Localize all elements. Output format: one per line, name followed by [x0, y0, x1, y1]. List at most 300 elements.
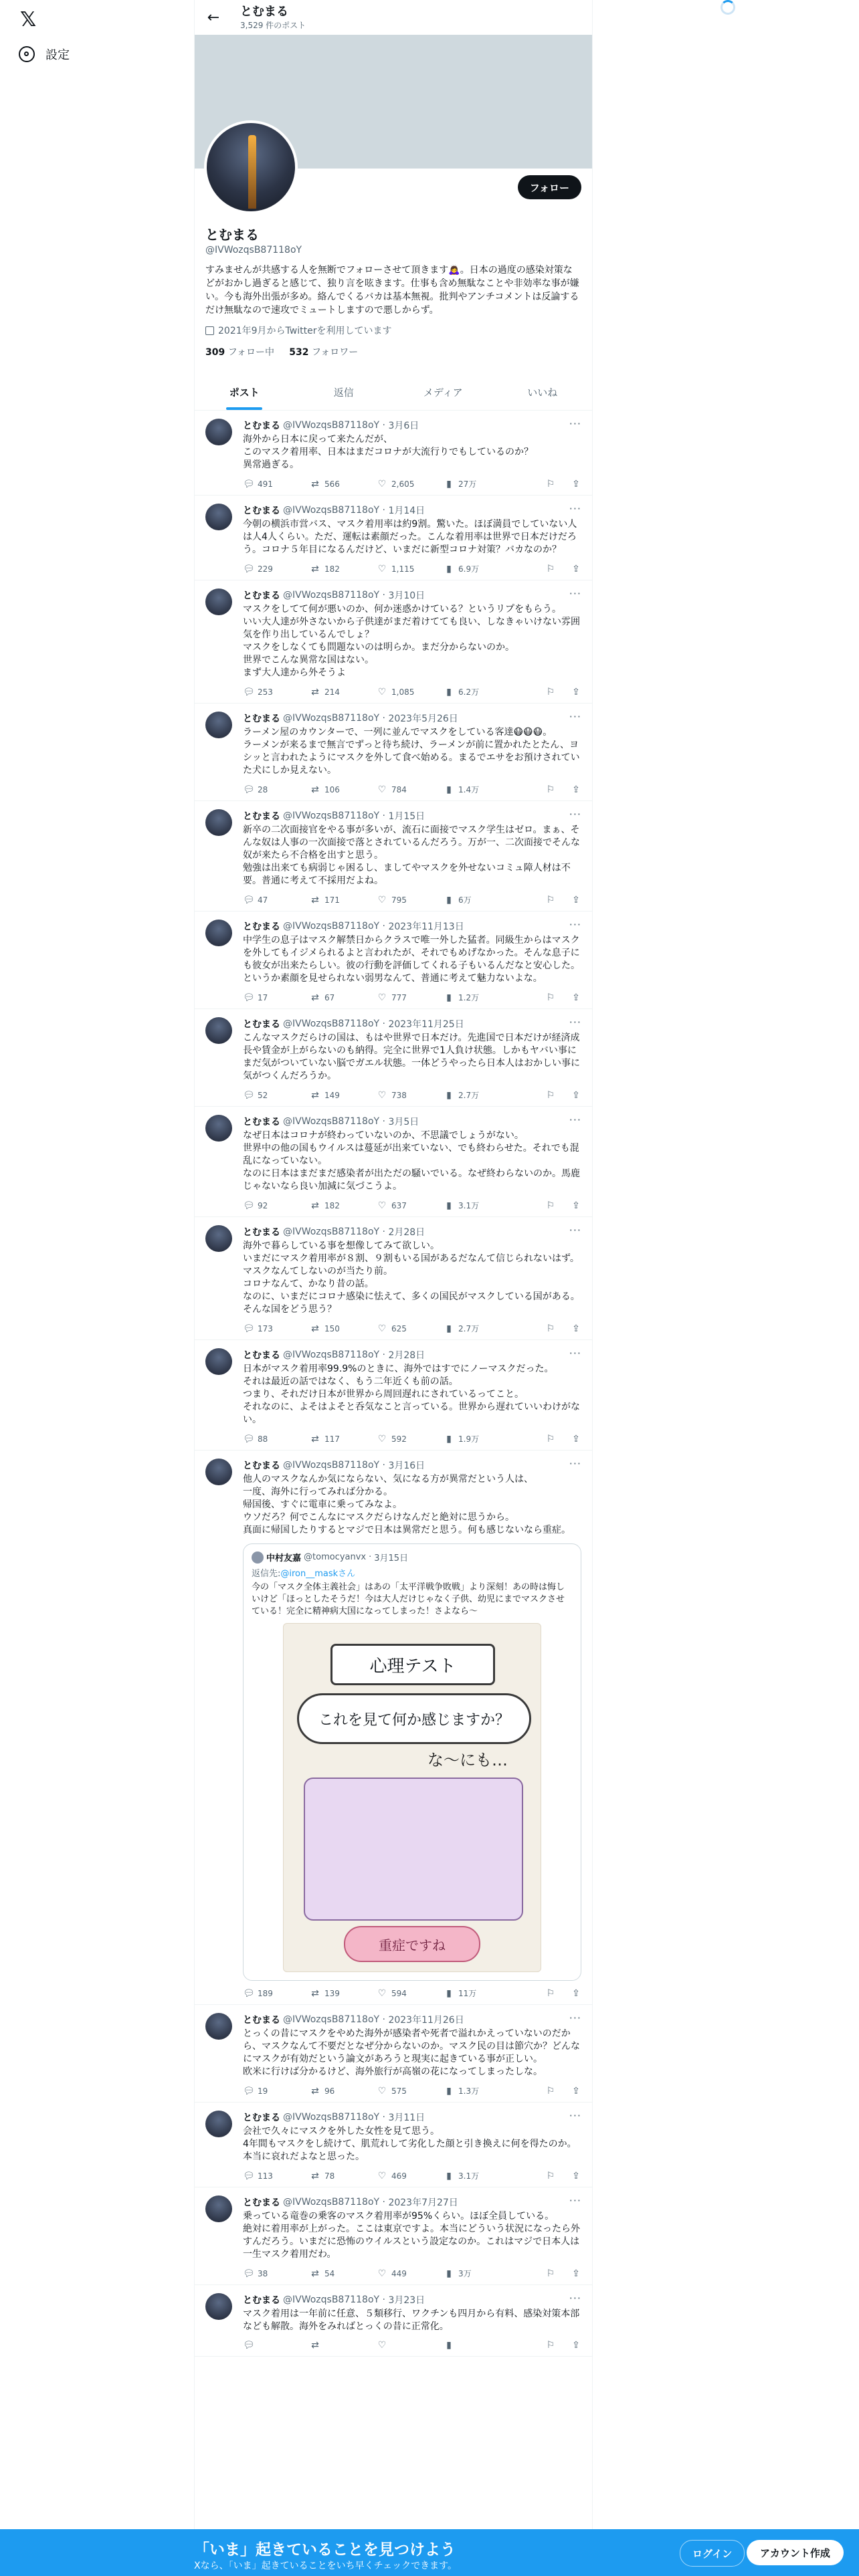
- post-meta: とむまる @IVWozqsB87118oY · 2月28日: [243, 1226, 425, 1238]
- post-item[interactable]: [195, 704, 592, 801]
- reply-icon: 💬︎: [243, 1200, 255, 1211]
- loading-spinner-icon: [721, 0, 735, 15]
- view-count: 1.2万: [458, 993, 480, 1002]
- post-author-handle[interactable]: @IVWozqsB87118oY: [283, 420, 380, 431]
- post-actions: [243, 1200, 581, 1211]
- reply-icon: 💬︎: [243, 1089, 255, 1101]
- post-date[interactable]: 2023年11月26日: [388, 2015, 464, 2026]
- views-button[interactable]: [444, 2170, 510, 2181]
- post-avatar[interactable]: [205, 1459, 232, 1485]
- heart-icon: ♡: [377, 784, 387, 795]
- bookmark-icon[interactable]: ⚐: [546, 2170, 555, 2181]
- reply-button[interactable]: [243, 1090, 310, 1101]
- repost-count: 67: [324, 992, 335, 1002]
- post-author-handle[interactable]: @IVWozqsB87118oY: [283, 2294, 380, 2305]
- calendar-icon: [205, 326, 214, 335]
- like-count: 1,085: [391, 687, 415, 697]
- post-author-handle[interactable]: @IVWozqsB87118oY: [283, 1350, 380, 1360]
- reply-button[interactable]: [243, 564, 310, 574]
- post-date[interactable]: 3月5日: [388, 1117, 419, 1128]
- post-author-name[interactable]: とむまる: [243, 2015, 280, 2026]
- reply-button[interactable]: [243, 2171, 310, 2181]
- post-avatar[interactable]: [205, 920, 232, 946]
- post-item[interactable]: [195, 1107, 592, 1217]
- repost-button[interactable]: [310, 2268, 377, 2279]
- post-author-name[interactable]: とむまる: [243, 2197, 280, 2208]
- repost-button[interactable]: [310, 1988, 377, 1999]
- repost-button[interactable]: [310, 992, 377, 1003]
- post-author-handle[interactable]: @IVWozqsB87118oY: [283, 2197, 380, 2208]
- repost-button[interactable]: [310, 2171, 377, 2181]
- views-button[interactable]: [444, 2085, 510, 2097]
- post-text: マスク着用は一年前に任意、５類移行、ワクチンも四月から有料、感染対策本部なども解散。海外をみればとっくの昔に正常化。: [243, 2309, 580, 2332]
- signup-button[interactable]: アカウント作成: [747, 2540, 844, 2565]
- post-avatar[interactable]: [205, 2013, 232, 2040]
- more-options-icon[interactable]: ···: [569, 2012, 581, 2024]
- post-text: ラーメン屋のカウンターで、一列に並んでマスクをしている客達😷😷😷。 ラーメンが来るまで無言でずっと待ち続け、ラーメンが前に置かれたとたん、ヨシッと言われたようにマスクを外して食べ始める。まるでエサをお預けされていた犬にしか見えない。: [243, 727, 580, 776]
- post-item[interactable]: [195, 580, 592, 704]
- post-avatar[interactable]: [205, 2195, 232, 2222]
- more-options-icon[interactable]: ···: [569, 502, 581, 515]
- repost-count: 149: [324, 1090, 340, 1100]
- reply-button[interactable]: [243, 1988, 310, 1999]
- like-count: 575: [391, 2086, 407, 2096]
- heart-icon: ♡: [377, 478, 387, 490]
- like-count: 738: [391, 1090, 407, 1100]
- bookmark-icon[interactable]: ⚐: [546, 478, 555, 490]
- bookmark-icon[interactable]: ⚐: [546, 1323, 555, 1334]
- post-item[interactable]: [195, 2103, 592, 2187]
- more-options-icon[interactable]: ···: [569, 710, 581, 723]
- bookmark-icon[interactable]: ⚐: [546, 1433, 555, 1444]
- quoted-post-meta: 中村友嘉 @tomocyanvx · 3月15日: [252, 1551, 573, 1564]
- like-button[interactable]: [377, 784, 444, 795]
- share-icon[interactable]: ⇪: [572, 563, 580, 574]
- share-icon[interactable]: ⇪: [572, 992, 580, 1003]
- like-button[interactable]: [377, 1090, 444, 1101]
- reply-count: 38: [258, 2268, 268, 2278]
- profile-avatar[interactable]: [204, 120, 298, 214]
- followers-link[interactable]: 532 フォロワー: [289, 347, 359, 358]
- post-actions: [243, 894, 581, 905]
- post-item[interactable]: [195, 1340, 592, 1451]
- post-author-name[interactable]: とむまる: [243, 421, 280, 431]
- repost-icon: ⇄: [311, 1200, 319, 1211]
- like-count: 594: [391, 1988, 407, 1998]
- post-actions: [243, 1433, 581, 1444]
- post-actions: [243, 992, 581, 1003]
- like-count: 777: [391, 992, 407, 1002]
- reply-button[interactable]: [243, 1434, 310, 1444]
- more-options-icon[interactable]: ···: [569, 2194, 581, 2207]
- like-button[interactable]: [377, 564, 444, 574]
- more-options-icon[interactable]: ···: [569, 2109, 581, 2122]
- like-button[interactable]: [377, 1323, 444, 1334]
- post-author-handle[interactable]: @IVWozqsB87118oY: [283, 2112, 380, 2123]
- post-avatar[interactable]: [205, 1225, 232, 1252]
- repost-button[interactable]: [310, 2086, 377, 2097]
- share-icon[interactable]: ⇪: [572, 1433, 580, 1444]
- like-count: 625: [391, 1323, 407, 1333]
- post-meta: とむまる @IVWozqsB87118oY · 3月11日: [243, 2112, 425, 2123]
- post-author-handle[interactable]: @IVWozqsB87118oY: [283, 590, 380, 601]
- post-date[interactable]: 2023年7月27日: [388, 2197, 458, 2208]
- reply-button[interactable]: [243, 2268, 310, 2279]
- heart-icon: ♡: [377, 2085, 387, 2097]
- views-icon: ▮: [446, 1433, 452, 1444]
- views-icon: ▮: [446, 1988, 452, 1999]
- reply-button[interactable]: [243, 2086, 310, 2097]
- header-title: とむまる: [240, 4, 288, 19]
- post-actions: [243, 1988, 581, 1999]
- share-icon[interactable]: ⇪: [572, 1089, 580, 1101]
- heart-icon: ♡: [377, 2268, 387, 2279]
- views-button[interactable]: [444, 2340, 510, 2351]
- repost-button[interactable]: [310, 1323, 377, 1334]
- views-button[interactable]: [444, 1200, 510, 1211]
- post-avatar[interactable]: [205, 2111, 232, 2137]
- repost-icon: ⇄: [311, 2268, 319, 2279]
- post-meta: とむまる @IVWozqsB87118oY · 1月15日: [243, 811, 425, 822]
- bookmark-icon[interactable]: ⚐: [546, 1089, 555, 1101]
- reply-icon: 💬︎: [243, 2268, 255, 2279]
- share-icon[interactable]: ⇪: [572, 2170, 580, 2181]
- bookmark-icon[interactable]: ⚐: [546, 894, 555, 905]
- reply-count: 19: [258, 2086, 268, 2096]
- post-avatar[interactable]: [205, 588, 232, 615]
- post-item[interactable]: [195, 2285, 592, 2357]
- share-icon[interactable]: ⇪: [572, 2268, 580, 2279]
- like-count: 592: [391, 1434, 407, 1444]
- views-icon: ▮: [446, 2340, 452, 2351]
- share-icon[interactable]: ⇪: [572, 784, 580, 795]
- post-item[interactable]: [195, 1009, 592, 1107]
- views-button[interactable]: [444, 686, 510, 697]
- share-icon[interactable]: ⇪: [572, 478, 580, 490]
- views-button[interactable]: [444, 563, 510, 574]
- more-options-icon[interactable]: ···: [569, 587, 581, 600]
- views-button[interactable]: [444, 894, 510, 905]
- repost-count: 54: [324, 2268, 335, 2278]
- repost-icon: ⇄: [311, 1089, 319, 1101]
- post-author-name[interactable]: とむまる: [243, 1019, 280, 1030]
- views-button[interactable]: [444, 1089, 510, 1101]
- repost-icon: ⇄: [311, 894, 319, 905]
- post-date[interactable]: 3月11日: [388, 2113, 425, 2123]
- quoted-author-name: 中村友嘉: [266, 1553, 302, 1564]
- bookmark-icon[interactable]: ⚐: [546, 2268, 555, 2279]
- post-author-handle[interactable]: @IVWozqsB87118oY: [283, 505, 380, 516]
- post-author-name[interactable]: とむまる: [243, 811, 280, 822]
- post-author-name[interactable]: とむまる: [243, 506, 280, 516]
- post-date[interactable]: 1月14日: [388, 506, 425, 516]
- like-button[interactable]: [377, 687, 444, 697]
- reply-icon: 💬︎: [243, 1988, 255, 1999]
- repost-icon: ⇄: [311, 686, 319, 697]
- post-date[interactable]: 3月10日: [388, 591, 425, 601]
- repost-button[interactable]: [310, 1434, 377, 1444]
- more-options-icon[interactable]: ···: [569, 808, 581, 821]
- post-item[interactable]: [195, 911, 592, 1009]
- like-count: 449: [391, 2268, 407, 2278]
- post-avatar[interactable]: [205, 1017, 232, 1044]
- post-author-name[interactable]: とむまる: [243, 1461, 280, 1471]
- post-author-handle[interactable]: @IVWozqsB87118oY: [283, 1226, 380, 1237]
- post-avatar[interactable]: [205, 1348, 232, 1375]
- reply-count: 88: [258, 1434, 268, 1444]
- bookmark-icon[interactable]: ⚐: [546, 2085, 555, 2097]
- repost-icon: ⇄: [311, 563, 319, 574]
- tab-likes[interactable]: いいね: [527, 387, 558, 399]
- profile-header: [195, 0, 592, 35]
- image-answer: な～にも…: [427, 1751, 508, 1769]
- post-author-handle[interactable]: @IVWozqsB87118oY: [283, 921, 380, 932]
- view-count: 3.1万: [458, 2171, 480, 2181]
- like-button[interactable]: [377, 895, 444, 905]
- post-author-name[interactable]: とむまる: [243, 591, 280, 601]
- repost-count: 78: [324, 2171, 335, 2181]
- more-options-icon[interactable]: ···: [569, 1113, 581, 1126]
- reply-count: 229: [258, 564, 273, 574]
- share-icon[interactable]: ⇪: [572, 1988, 580, 1999]
- post-date[interactable]: 2月28日: [388, 1350, 425, 1361]
- post-author-name[interactable]: とむまる: [243, 922, 280, 932]
- post-meta: とむまる @IVWozqsB87118oY · 2023年11月13日: [243, 921, 464, 932]
- reply-button[interactable]: [243, 1323, 310, 1334]
- post-avatar[interactable]: [205, 2293, 232, 2320]
- post-item[interactable]: [195, 411, 592, 496]
- share-icon[interactable]: ⇪: [572, 2340, 580, 2351]
- view-count: 2.7万: [458, 1091, 480, 1100]
- follow-button[interactable]: フォロー: [518, 175, 581, 199]
- heart-icon: ♡: [377, 1323, 387, 1334]
- repost-count: 96: [324, 2086, 335, 2096]
- reply-button[interactable]: [243, 992, 310, 1003]
- reply-count: 491: [258, 479, 273, 489]
- post-author-name[interactable]: とむまる: [243, 1350, 280, 1361]
- heart-icon: ♡: [377, 686, 387, 697]
- like-button[interactable]: [377, 1434, 444, 1444]
- reply-count: 17: [258, 992, 268, 1002]
- repost-button[interactable]: [310, 687, 377, 697]
- repost-button[interactable]: [310, 2340, 377, 2351]
- post-text: 新卒の二次面接官をやる事が多いが、流石に面接でマスク学生はゼロ。まぁ、そんな奴は人事の一次面接で落とされているんだろう。万が一、二次面接でそんな奴が来たら不合格を出すと思う。 勉強は出来ても病弱じゃ困るし、ましてやマスクを外せないコミュ障人材は不要。普通に考えて不採用だよね。: [243, 825, 580, 886]
- post-actions: [243, 784, 581, 795]
- reply-button[interactable]: [243, 895, 310, 905]
- post-actions: [243, 1089, 581, 1101]
- views-button[interactable]: [444, 784, 510, 795]
- reply-icon: 💬︎: [243, 1433, 255, 1444]
- post-date[interactable]: 2023年5月26日: [388, 714, 458, 724]
- post-item[interactable]: [195, 1217, 592, 1340]
- views-button[interactable]: [444, 1988, 510, 1999]
- more-options-icon[interactable]: ···: [569, 1347, 581, 1360]
- more-options-icon[interactable]: ···: [569, 1457, 581, 1470]
- repost-icon: ⇄: [311, 2340, 319, 2351]
- post-meta: とむまる @IVWozqsB87118oY · 2023年5月26日: [243, 713, 458, 724]
- repost-button[interactable]: [310, 479, 377, 490]
- post-text: 日本がマスク着用率99.9%のときに、海外ではすでにノーマスクだった。 それは最近の話ではなく、もう二年近くも前の話。 つまり、それだけ日本が世界から周回遅れにされているってこと。 それなのに、よそはよそと呑気なこと言っている。世界から遅れていいわけがない。: [243, 1364, 580, 1425]
- login-button[interactable]: ログイン: [680, 2540, 745, 2567]
- post-meta: とむまる @IVWozqsB87118oY · 3月10日: [243, 590, 425, 601]
- views-button[interactable]: [444, 1433, 510, 1444]
- post-avatar[interactable]: [205, 809, 232, 836]
- bookmark-icon[interactable]: ⚐: [546, 784, 555, 795]
- like-button[interactable]: [377, 2171, 444, 2181]
- tab-posts[interactable]: ポスト: [195, 374, 294, 410]
- post-author-name[interactable]: とむまる: [243, 714, 280, 724]
- reply-count: 113: [258, 2171, 273, 2181]
- views-icon: ▮: [446, 1323, 452, 1334]
- views-button[interactable]: [444, 1323, 510, 1334]
- reply-button[interactable]: [243, 784, 310, 795]
- post-meta: とむまる @IVWozqsB87118oY · 2023年7月27日: [243, 2197, 458, 2208]
- like-count: 2,605: [391, 479, 415, 489]
- views-icon: ▮: [446, 992, 452, 1003]
- post-date[interactable]: 2月28日: [388, 1227, 425, 1238]
- views-icon: ▮: [446, 2268, 452, 2279]
- views-icon: ▮: [446, 2085, 452, 2097]
- post-date[interactable]: 1月15日: [388, 811, 425, 822]
- reply-icon: 💬︎: [243, 784, 255, 795]
- bookmark-icon[interactable]: ⚐: [546, 1200, 555, 1211]
- more-options-icon[interactable]: ···: [569, 1016, 581, 1029]
- more-options-icon[interactable]: ···: [569, 1224, 581, 1237]
- bookmark-icon[interactable]: ⚐: [546, 1988, 555, 1999]
- post-item[interactable]: [195, 1451, 592, 2005]
- post-actions: [243, 478, 581, 490]
- post-author-name[interactable]: とむまる: [243, 2113, 280, 2123]
- views-icon: ▮: [446, 784, 452, 795]
- x-logo-icon[interactable]: 𝕏: [20, 8, 37, 31]
- share-icon[interactable]: ⇪: [572, 2085, 580, 2097]
- more-options-icon[interactable]: ···: [569, 417, 581, 430]
- repost-button[interactable]: [310, 564, 377, 574]
- repost-button[interactable]: [310, 895, 377, 905]
- post-author-handle[interactable]: @IVWozqsB87118oY: [283, 811, 380, 821]
- views-icon: ▮: [446, 1089, 452, 1101]
- post-item[interactable]: [195, 801, 592, 911]
- reply-button[interactable]: [243, 687, 310, 697]
- post-meta: とむまる @IVWozqsB87118oY · 2023年11月26日: [243, 2014, 464, 2026]
- view-count: 6.9万: [458, 564, 480, 574]
- repost-button[interactable]: [310, 1090, 377, 1101]
- post-meta: とむまる @IVWozqsB87118oY · 3月5日: [243, 1116, 419, 1128]
- gear-icon: [19, 46, 35, 62]
- post-actions: [243, 686, 581, 697]
- post-author-name[interactable]: とむまる: [243, 2295, 280, 2306]
- like-button[interactable]: [377, 1200, 444, 1211]
- post-author-handle[interactable]: @IVWozqsB87118oY: [283, 1116, 380, 1127]
- repost-button[interactable]: [310, 1200, 377, 1211]
- repost-button[interactable]: [310, 784, 377, 795]
- post-item[interactable]: [195, 2005, 592, 2103]
- repost-count: 182: [324, 564, 340, 574]
- post-actions: [243, 2268, 581, 2279]
- post-text: こんなマスクだらけの国は、もはや世界で日本だけ。先進国で日本だけが経済成長や賃金が上がらないのも納得。完全に世界で1人負け状態。しかもヤバい事にまだ気がついていない脳でガエル状態。一体どうやったら日本人はおかしい事に気がつくんだろうか。: [243, 1033, 580, 1081]
- like-button[interactable]: [377, 479, 444, 490]
- reply-button[interactable]: [243, 2340, 310, 2351]
- views-button[interactable]: [444, 992, 510, 1003]
- like-button[interactable]: [377, 2340, 444, 2351]
- reply-button[interactable]: [243, 1200, 310, 1211]
- repost-count: 214: [324, 687, 340, 697]
- reply-to-link[interactable]: @iron__maskさん: [280, 1569, 356, 1579]
- tab-replies[interactable]: 返信: [333, 387, 354, 399]
- post-author-name[interactable]: とむまる: [243, 1117, 280, 1128]
- post-item[interactable]: [195, 2187, 592, 2285]
- share-icon[interactable]: ⇪: [572, 1200, 580, 1211]
- view-count: 3万: [458, 2269, 472, 2278]
- like-button[interactable]: [377, 992, 444, 1003]
- repost-icon: ⇄: [311, 2170, 319, 2181]
- quoted-post-image[interactable]: [283, 1623, 541, 1972]
- post-avatar[interactable]: [205, 504, 232, 530]
- share-icon[interactable]: ⇪: [572, 686, 580, 697]
- view-count: 11万: [458, 1989, 477, 1998]
- post-author-handle[interactable]: @IVWozqsB87118oY: [283, 713, 380, 724]
- following-link[interactable]: 309 フォロー中: [205, 347, 274, 358]
- post-date[interactable]: 2023年11月25日: [388, 1019, 464, 1030]
- post-date[interactable]: 2023年11月13日: [388, 922, 464, 932]
- post-author-handle[interactable]: @IVWozqsB87118oY: [283, 2014, 380, 2025]
- post-author-handle[interactable]: @IVWozqsB87118oY: [283, 1018, 380, 1029]
- views-button[interactable]: [444, 2268, 510, 2279]
- like-button[interactable]: [377, 1988, 444, 1999]
- reply-icon: 💬︎: [243, 478, 255, 490]
- post-date[interactable]: 3月16日: [388, 1461, 425, 1471]
- repost-icon: ⇄: [311, 478, 319, 490]
- bookmark-icon[interactable]: ⚐: [546, 563, 555, 574]
- more-options-icon[interactable]: ···: [569, 918, 581, 931]
- post-item[interactable]: [195, 496, 592, 580]
- post-avatar[interactable]: [205, 419, 232, 445]
- view-count: 2.7万: [458, 1324, 480, 1333]
- more-options-icon[interactable]: ···: [569, 2292, 581, 2304]
- bookmark-icon[interactable]: ⚐: [546, 686, 555, 697]
- reply-icon: 💬︎: [243, 1323, 255, 1334]
- reply-icon: 💬︎: [243, 2340, 255, 2351]
- post-actions: [243, 1323, 581, 1334]
- reply-button[interactable]: [243, 479, 310, 490]
- post-date[interactable]: 3月23日: [388, 2295, 425, 2306]
- share-icon[interactable]: ⇪: [572, 1323, 580, 1334]
- quoted-post[interactable]: [243, 1543, 581, 1981]
- signup-banner-subtitle: Xなら、「いま」起きていることをいち早くチェックできます。: [194, 2561, 458, 2571]
- heart-icon: ♡: [377, 563, 387, 574]
- heart-icon: ♡: [377, 992, 387, 1003]
- post-avatar[interactable]: [205, 1115, 232, 1142]
- views-button[interactable]: [444, 478, 510, 490]
- reply-count: 28: [258, 784, 268, 794]
- like-button[interactable]: [377, 2268, 444, 2279]
- bookmark-icon[interactable]: ⚐: [546, 992, 555, 1003]
- post-author-handle[interactable]: @IVWozqsB87118oY: [283, 1460, 380, 1471]
- post-author-name[interactable]: とむまる: [243, 1227, 280, 1238]
- settings-nav-item[interactable]: [19, 45, 70, 63]
- repost-icon: ⇄: [311, 2085, 319, 2097]
- post-avatar[interactable]: [205, 712, 232, 738]
- like-button[interactable]: [377, 2086, 444, 2097]
- repost-count: 566: [324, 479, 340, 489]
- tab-media[interactable]: メディア: [423, 387, 463, 399]
- share-icon[interactable]: ⇪: [572, 894, 580, 905]
- reply-count: 189: [258, 1988, 273, 1998]
- post-date[interactable]: 3月6日: [388, 421, 419, 431]
- bookmark-icon[interactable]: ⚐: [546, 2340, 555, 2351]
- post-text: とっくの昔にマスクをやめた海外が感染者や死者で溢れかえっていないのだから、マスクなんて不要だとなぜ分からないのか。マスク民の目は節穴か？どんなにマスクが有効だという論文があろうと現実に起きている事が正しい。 欧米に行けば分かるけど、海外旅行が高嶺の花になってしまったしな。: [243, 2028, 580, 2077]
- back-arrow-icon[interactable]: ←: [207, 9, 220, 26]
